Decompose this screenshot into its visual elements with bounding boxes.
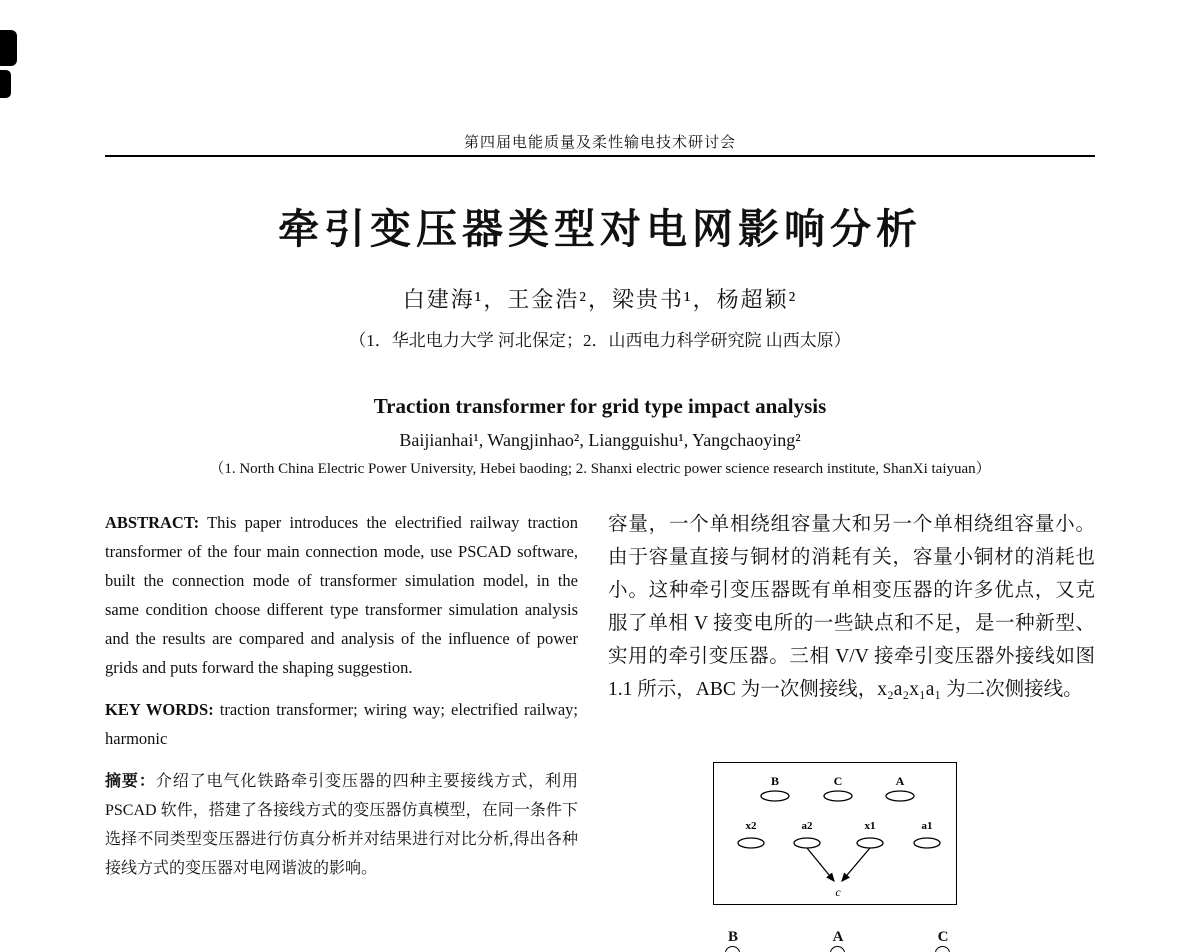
scan-artifact [0,30,17,66]
body-paragraph: 容量，一个单相绕组容量大和另一个单相绕组容量小。由于容量直接与铜材的消耗有关，容量小铜材的消耗也小。这种牵引变压器既有单相变压器的许多优点，又克服了单相 V 接变电所的一些缺点和不足，是一种新型、实用的牵引变压器。三相 V/V 接牵引变压器外接线如图 1.1 所示，ABC 为一次侧接线，x₂a₂x₁a₁ 为二次侧接线。 [608,514,1095,700]
v-line-right [842,848,870,881]
primary-terminal-A-icon [886,791,914,801]
abstract-paragraph [105,508,578,682]
abstract-text: This paper introduces the electrified railway traction transformer of the four main connection mode, use PSCAD software, built the connection mode of transformer simulation model, in the same condition choose different type transformer simulation analysis and the results are compared and analysis of the influence of power grids and puts forward the shaping suggestion. [105,513,579,677]
secondary-label-x1: x1 [864,820,876,832]
conference-header: 第四届电能质量及柔性输电技术研讨会 [463,135,736,151]
primary-label-B: B [770,774,780,788]
cn-abstract-paragraph [105,767,578,883]
cn-abstract-text: 介绍了电气化铁路牵引变压器的四种主要接线方式，利用 PSCAD 软件，搭建了各接线方式的变压器仿真模型，在同一条件下选择不同类型变压器进行仿真分析并对结果进行对比分析,得出各种接线方式的变压器对电网谐波的影响。 [105,773,578,877]
secondary-label-a2: a2 [801,820,813,832]
keywords-text: traction transformer; wiring way; electrified railway; harmonic [105,700,579,748]
keywords-label: KEY WORDS: [105,700,214,719]
figure-1-1 [713,762,957,905]
english-title: Traction transformer for grid type impact analysis [373,394,827,418]
transformer-wiring-diagram [714,763,955,903]
secondary-terminal-x2-icon [738,838,764,848]
authors-line: 白建海¹，王金浩²，梁贵书¹，杨超颖² [402,287,798,312]
secondary-terminal-x1-icon [857,838,883,848]
secondary-terminal-a2-icon [794,838,820,848]
primary-label-C: C [833,774,843,788]
header-rule [105,155,1095,157]
bottom-label-A: A [832,929,844,945]
bottom-terminal-icon [725,946,740,952]
primary-terminal-B-icon [761,791,789,801]
primary-terminal-C-icon [824,791,852,801]
secondary-terminal-a1-icon [914,838,940,848]
bottom-label-B: B [727,929,738,945]
affiliation-line: （1．华北电力大学 河北保定；2．山西电力科学研究院 山西太原） [349,331,851,350]
paper-title: 牵引变压器类型对电网影响分析 [278,206,922,252]
primary-label-A: A [895,774,905,788]
secondary-label-a1: a1 [921,820,933,832]
scan-artifact [0,70,11,98]
english-authors: Baijianhai¹, Wangjinhao², Liangguishu¹, Yangchaoying² [399,430,801,450]
cn-abstract-label: 摘要： [105,773,156,790]
secondary-label-x2: x2 [745,820,757,832]
abstract-label: ABSTRACT: [105,513,200,532]
keywords-paragraph [105,695,578,753]
bottom-terminal-icon [830,946,845,952]
bottom-label-C: C [937,929,949,945]
left-column [105,508,578,883]
english-affiliation: （1. North China Electric Power University, Hebei baoding; 2. Shanxi electric power science research institute, ShanXi taiyuan） [209,461,991,477]
node-label-c: c [835,885,841,899]
bottom-terminal-icon [935,946,950,952]
v-line-left [807,848,834,881]
